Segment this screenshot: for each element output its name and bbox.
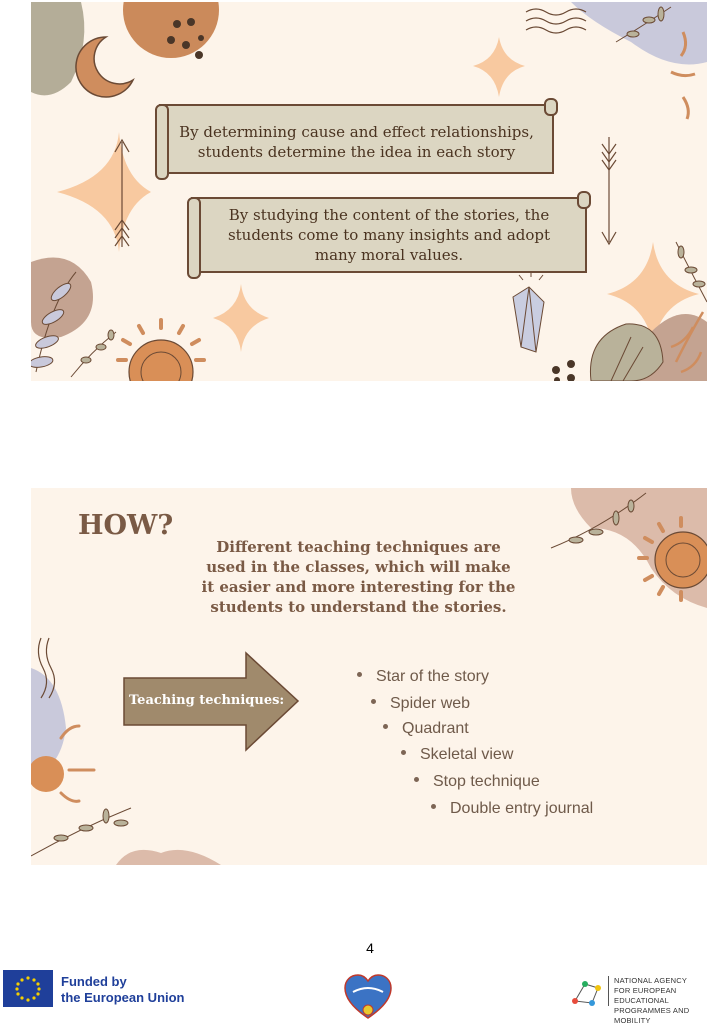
technique-item: Spider web: [371, 695, 470, 713]
sun-icon: [118, 320, 204, 381]
technique-item: Star of the story: [357, 668, 489, 686]
bullet-icon: [431, 804, 436, 809]
crystal-icon: [513, 270, 544, 352]
scroll-text: By studying the content of the stories, the students come to many insights and adopt many moral values.: [227, 206, 551, 264]
scroll-curl-right: [577, 191, 591, 209]
bullet-icon: [383, 724, 388, 729]
scroll-banner-content-study: [191, 197, 587, 273]
page-number: 4: [366, 940, 374, 956]
slide1-decorations: [31, 2, 707, 381]
description-text: Different teaching techniques are used in the classes, which will make it easier and more interesting for the students to understand the stories.: [201, 538, 516, 616]
technique-item: Stop technique: [414, 773, 540, 791]
eu-line1: Funded by: [61, 974, 127, 989]
scroll-curl-left: [155, 104, 169, 180]
orange-blob-shape: [123, 2, 219, 58]
star-sparkle-icon: [57, 132, 151, 252]
technique-item: Quadrant: [383, 720, 469, 738]
eu-line2: the European Union: [61, 990, 185, 1005]
page-title: HOW?: [78, 510, 174, 541]
dots-icon: [552, 360, 575, 381]
bullet-icon: [371, 699, 376, 704]
agency-divider: [608, 976, 609, 1006]
star-sparkle-icon: [473, 37, 525, 97]
leaf-branch-icon: [71, 330, 116, 377]
eu-stars-icon: [3, 970, 53, 1007]
leaf-branch-icon: [31, 808, 131, 856]
slide-how: [31, 488, 707, 865]
arrow-label: Teaching techniques:: [129, 693, 285, 708]
agency-logo-icon: [570, 976, 606, 1008]
bullet-icon: [401, 750, 406, 755]
monstera-leaf-icon: [590, 324, 663, 381]
bullet-icon: [357, 672, 362, 677]
scroll-curl-left: [187, 197, 201, 279]
technique-item: Double entry journal: [431, 800, 593, 818]
technique-item: Skeletal view: [401, 746, 513, 764]
scroll-banner-cause-effect: [159, 104, 554, 174]
pink-blob-shape: [116, 850, 221, 865]
olive-blob-shape: [31, 2, 84, 95]
slide-story-ideas: [31, 2, 707, 381]
scroll-curl-right: [544, 98, 558, 116]
heart-logo-icon: [343, 972, 393, 1022]
star-sparkle-icon: [213, 284, 269, 352]
agency-name-text: NATIONAL AGENCY FOR EUROPEAN EDUCATIONAL PROGRAMMES AND MOBILITY: [614, 976, 690, 1025]
waves-icon: [526, 9, 586, 33]
eu-funding-text: [61, 974, 185, 1006]
bullet-icon: [414, 777, 419, 782]
scroll-text: By determining cause and effect relationships, students determine the idea in each story: [179, 123, 534, 161]
eu-flag-icon: [3, 970, 53, 1007]
moon-icon: [76, 37, 133, 97]
